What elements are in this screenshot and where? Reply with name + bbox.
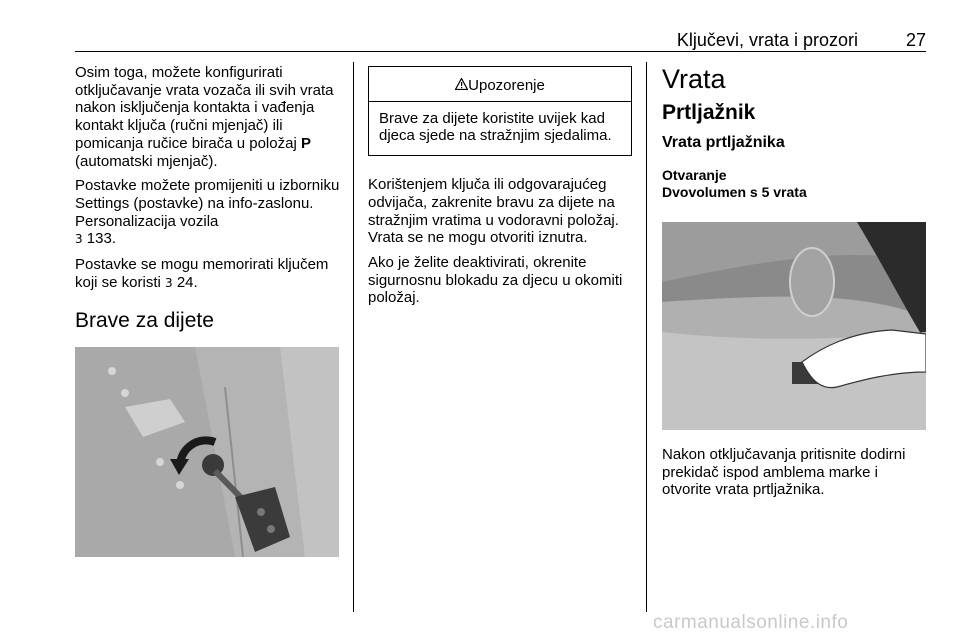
page-ref-link[interactable]: 24. [172, 273, 198, 291]
warning-box [368, 66, 632, 156]
subsection-heading: Vrata prtljažnika [662, 133, 785, 151]
page-header [75, 30, 926, 52]
paragraph: Korištenjem ključa ili odgovarajućeg odvijača, zakrenite bravu za dijete na stražnjim vratima u vodoravni položaj. Vrata se ne mogu otvoriti iznutra. [368, 176, 619, 247]
chapter-heading: Vrata [662, 64, 726, 94]
section-heading: Brave za dijete [75, 309, 214, 333]
column-3-text [662, 446, 930, 499]
subheading: Otvaranje [662, 167, 727, 184]
warning-header [369, 67, 631, 102]
column-2 [368, 64, 632, 307]
subheading: Dvovolumen s 5 vrata [662, 184, 807, 201]
warning-triangle-icon [455, 77, 468, 95]
column-divider [353, 62, 354, 612]
paragraph: Osim toga, možete konfigurirati otključavanje vrata vozača ili svih vrata nakon isključenja kontakta i vađenja kontakt ključa (ručni mjenjač) ili pomicanja ručice birača u položaj P (automatski mjenjač). [75, 64, 334, 170]
column-divider [646, 62, 647, 612]
page-ref-link[interactable]: 133. [82, 230, 117, 248]
paragraph: Ako je želite deaktivirati, okrenite sigurnosnu blokadu za djecu u okomiti položaj. [368, 253, 623, 307]
page-number: 27 [905, 30, 926, 50]
child-lock-illustration [75, 347, 339, 557]
paragraph: Postavke možete promijeniti u izborniku Settings (postavke) na info-zaslonu. Personalizacija vozila 3 133. [75, 177, 340, 248]
column-1 [75, 64, 347, 348]
footer-watermark: carmanualsonline.info [653, 612, 849, 633]
column-3 [662, 64, 926, 201]
page-ref-arrow-icon: 3 [165, 275, 173, 290]
paragraph: Nakon otključavanja pritisnite dodirni prekidač ispod amblema marke i otvorite vrata prtljažnika. [662, 446, 906, 499]
page-ref-arrow-icon: 3 [75, 232, 83, 247]
tailgate-illustration [662, 222, 926, 430]
section-title: Ključevi, vrata i prozori [676, 30, 858, 50]
paragraph: Postavke se mogu memorirati ključem koji se koristi 3 24. [75, 256, 329, 291]
warning-title: Upozorenje [468, 77, 545, 94]
warning-text: Brave za dijete koristite uvijek kad djeca sjede na stražnjim sjedalima. [379, 109, 612, 145]
section-heading: Prtljažnik [662, 101, 756, 124]
